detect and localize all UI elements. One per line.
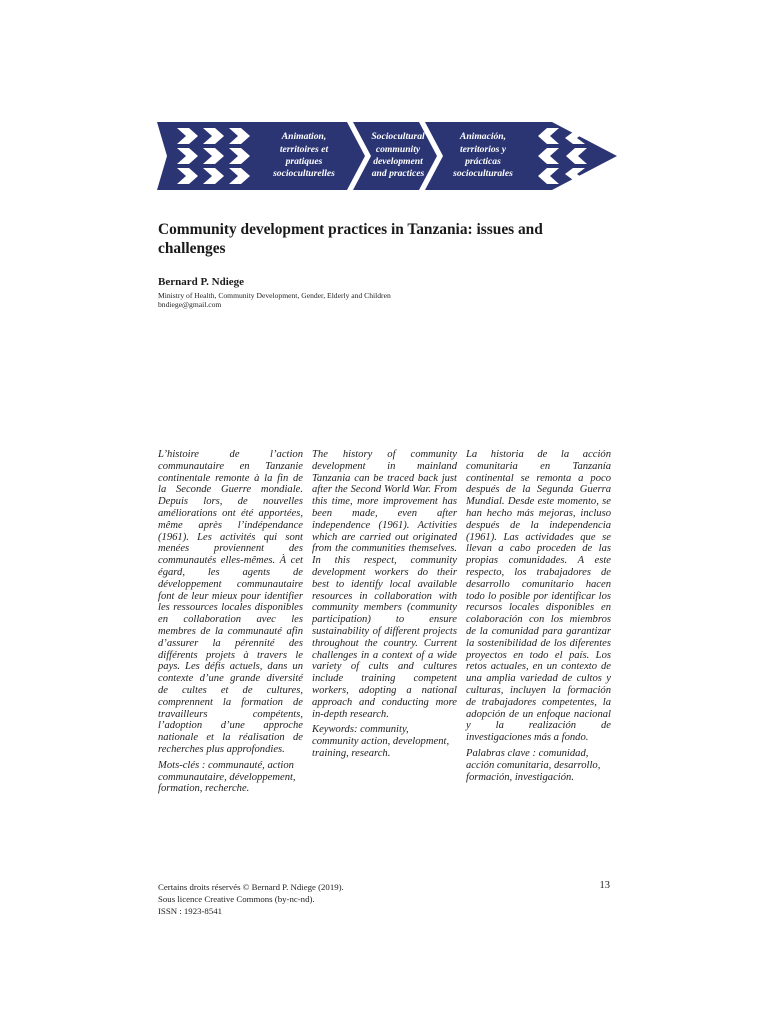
- keywords-en: Keywords: community, community action, development, training, research.: [312, 724, 450, 759]
- abstract-text-fr: L’histoire de l’action communautaire en Tanzanie continentale remonte à la fin de la Seconde Guerre mondiale. Depuis lors, de nouvelles améliorations ont été apportées, même après l’indépendance (1961). Les activités qui sont menées proviennent des communautés elles-mêmes. À cet égard, les agents de développement communautaire font de leur mieux pour identifier les ressources locales disponibles en collaboration avec les membres de la communauté afin d’assurer la pérennité des différents projets à travers le pays. Les défis actuels, dans un contexte d’une grande diversité de cultes et de cultures, comprennent la formation de travailleurs compétents, l’adoption d’une approche nationale et la réalisation de recherches plus approfondies.: [158, 449, 303, 755]
- page-footer: [158, 881, 418, 917]
- author-name: Bernard P. Ndiege: [158, 276, 245, 288]
- abstract-text-en: The history of community development in mainland Tanzania can be traced back just after the Second World War. From this time, more improvement has been made, even after independence (1961). Activities which are carried out originated from the communities themselves. In this respect, community development workers do their best to identify local available resources in collaboration with community members (community participation) to ensure sustainability of different projects throughout the country. Current challenges in a context of a wide variety of cults and cultures include training competent workers, adopting a national approach and conducting more in-depth research.: [312, 449, 457, 720]
- banner-segment-es: Animación, territorios y prácticas socioculturales: [453, 131, 513, 180]
- keywords-es: Palabras clave : comunidad, acción comunitaria, desarrollo, formación, investigación.: [466, 747, 601, 783]
- author-affiliation: Ministry of Health, Community Development, Gender, Elderly and Children: [158, 291, 391, 300]
- abstract-column-fr: [158, 449, 303, 795]
- page-number: 13: [599, 880, 610, 891]
- footer-license: Sous licence Creative Commons (by-nc-nd).: [158, 894, 315, 904]
- journal-banner: [157, 122, 625, 190]
- banner-segment-en: Sociocultural community development and practices: [371, 131, 425, 180]
- keywords-fr: Mots-clés : communauté, action communautaire, développement, formation, recherche.: [158, 759, 296, 795]
- abstract-column-es: [466, 449, 611, 783]
- footer-issn: ISSN : 1923-8541: [158, 906, 223, 916]
- chevron-arrow-icon: [177, 128, 250, 184]
- author-email[interactable]: bndiege@gmail.com: [158, 300, 222, 309]
- abstract-column-en: [312, 449, 457, 760]
- article-title: Community development practices in Tanzania: issues and challenges: [158, 221, 543, 257]
- footer-rights: Certains droits réservés © Bernard P. Ndiege (2019).: [158, 882, 344, 892]
- abstract-text-es: La historia de la acción comunitaria en Tanzanía continental se remonta a poco después de la Segunda Guerra Mundial. Desde este momento, se han hecho más mejoras, incluso después de la independencia (1961). Las actividades que se llevan a cabo proceden de las propias comunidades. A este respecto, los trabajadores de desarrollo comunitario hacen todo lo posible por identificar los recursos locales disponibles en colaboración con los miembros de la comunidad para garantizar la sostenibilidad de los diferentes proyectos en todo el país. Los retos actuales, en un contexto de una amplia variedad de cultos y culturas, incluyen la formación de trabajadores competentes, la adopción de un enfoque nacional y la realización de investigaciones más a fondo.: [466, 449, 611, 744]
- banner-segment-fr: Animation, territoires et pratiques socioculturelles: [273, 131, 335, 180]
